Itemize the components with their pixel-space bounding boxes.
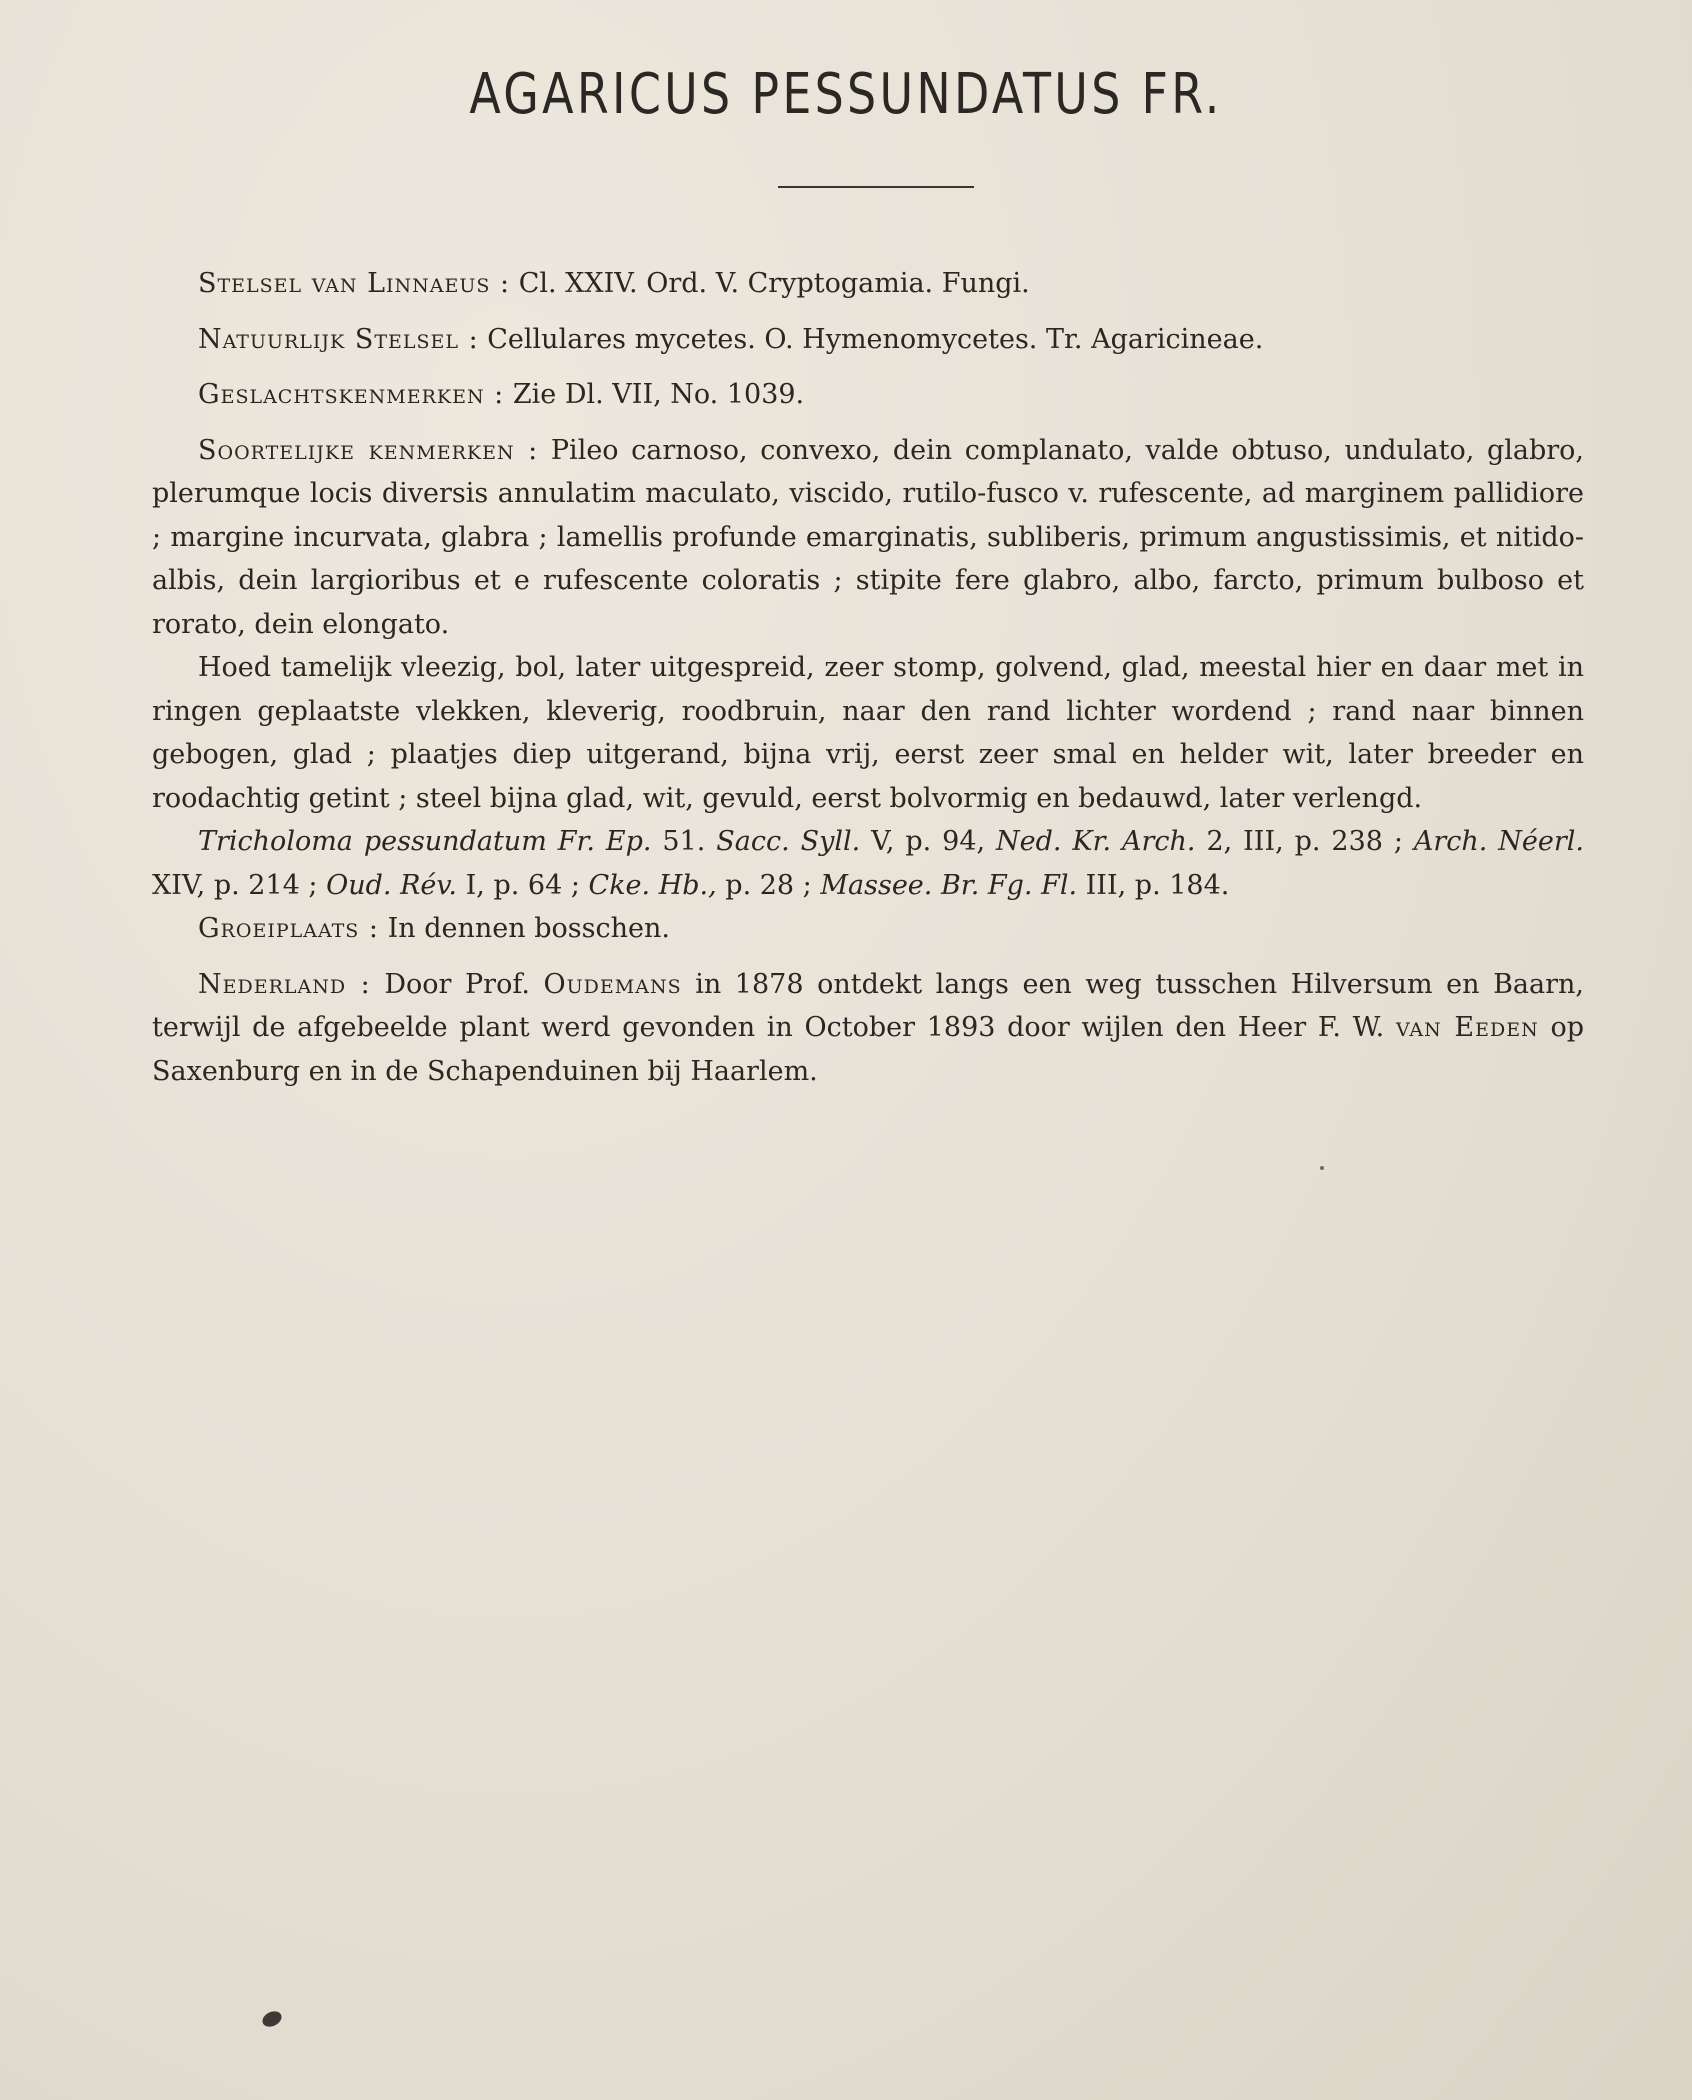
linnaeus-text: Cl. XXIV. Ord. V. Cryptogamia. Fungi. [518, 268, 1030, 299]
ref-saccardo-page: V, p. 94, [871, 826, 986, 857]
netherlands-text-2: in 1878 ontdekt langs een weg tusschen Hilversum en Baarn, terwijl de afgebeelde plant werd gevonden in October 1893 door wijlen den Heer F. W. [152, 968, 1584, 1043]
ref-oud-rev-page: I, p. 64 ; [465, 869, 580, 901]
ref-saccardo: Sacc. Syll. [716, 826, 861, 857]
person-oudemans: Oudemans [543, 968, 682, 1000]
genus-characters-label: Geslachtskenmerken : [198, 379, 505, 410]
paper-speck [1320, 1166, 1324, 1170]
ref-tricholoma: Tricholoma pessundatum Fr. Ep. [198, 826, 652, 857]
person-van-eeden: van Eeden [1395, 1012, 1539, 1043]
linnaeus-label: Stelsel van Linnaeus : [198, 268, 511, 299]
ink-spot [260, 2008, 284, 2029]
natural-system [198, 318, 1584, 362]
ref-ned-kr-arch-page: 2, III, p. 238 ; [1206, 826, 1403, 857]
species-characters [152, 429, 1584, 647]
ref-cke-hb-page: p. 28 ; [725, 869, 812, 901]
species-characters-text: Pileo carnoso, convexo, dein complanato, valde obtuso, undulato, glabro, plerumque locis diversis annulatim maculato, viscido, rutilo-fusco v. rufescente, ad marginem pallidiore ; margine incurvata, glabra ; lamellis profunde emarginatis, subliberis, primum angustissimis, et nitido-albis, dein largioribus et e rufescente coloratis ; stipite fere glabro, albo, farcto, primum bulboso et rorato, dein elongato. [152, 434, 1584, 640]
ref-massee-page: III, p. 184. [1085, 869, 1230, 901]
netherlands-text-1: Door Prof. [384, 968, 530, 1000]
netherlands-label: Nederland : [198, 968, 371, 1000]
species-characters-label: Soortelijke kenmerken : [198, 434, 539, 466]
page-title: AGARICUS PESSUNDATUS FR. [469, 62, 1223, 127]
dutch-description: Hoed tamelijk vleezig, bol, later uitgespreid, zeer stomp, golvend, glad, meestal hier en daar met in ringen geplaatste vlekken, kleverig, roodbruin, naar den rand lichter wordend ; rand naar binnen gebogen, glad ; plaatjes diep uitgerand, bijna vrij, eerst zeer smal en helder wit, later breeder en roodachtig getint ; steel bijna glad, wit, gevuld, eerst bolvormig en bedauwd, later verlengd. [152, 652, 1584, 814]
netherlands-locality [152, 963, 1584, 1094]
ref-oud-rev: Oud. Rév. [326, 869, 458, 901]
natural-system-text: Cellulares mycetes. O. Hymenomycetes. Tr. Agaricineae. [487, 323, 1264, 355]
ref-massee: Massee. Br. Fg. Fl. [820, 869, 1078, 901]
references [152, 820, 1584, 907]
ref-cke-hb: Cke. Hb., [588, 869, 717, 901]
linnaeus-system [198, 262, 1584, 306]
ref-arch-neerl-page: XIV, p. 214 ; [152, 869, 318, 901]
ref-ned-kr-arch: Ned. Kr. Arch. [996, 826, 1196, 857]
habitat [198, 907, 1584, 951]
genus-characters-text: Zie Dl. VII, No. 1039. [512, 379, 805, 410]
habitat-text: In dennen bosschen. [387, 913, 670, 944]
title-rule [778, 186, 974, 188]
habitat-label: Groeiplaats : [198, 913, 379, 944]
ref-arch-neerl: Arch. Néerl. [1413, 826, 1584, 857]
natural-system-label: Natuurlijk Stelsel : [198, 323, 479, 355]
netherlands-text-3: op Saxenburg en in de Schapenduinen bij Haarlem. [152, 1012, 1584, 1087]
genus-characters [198, 373, 1584, 417]
document-body [152, 262, 1584, 1093]
ref-page: 51. [662, 826, 706, 857]
